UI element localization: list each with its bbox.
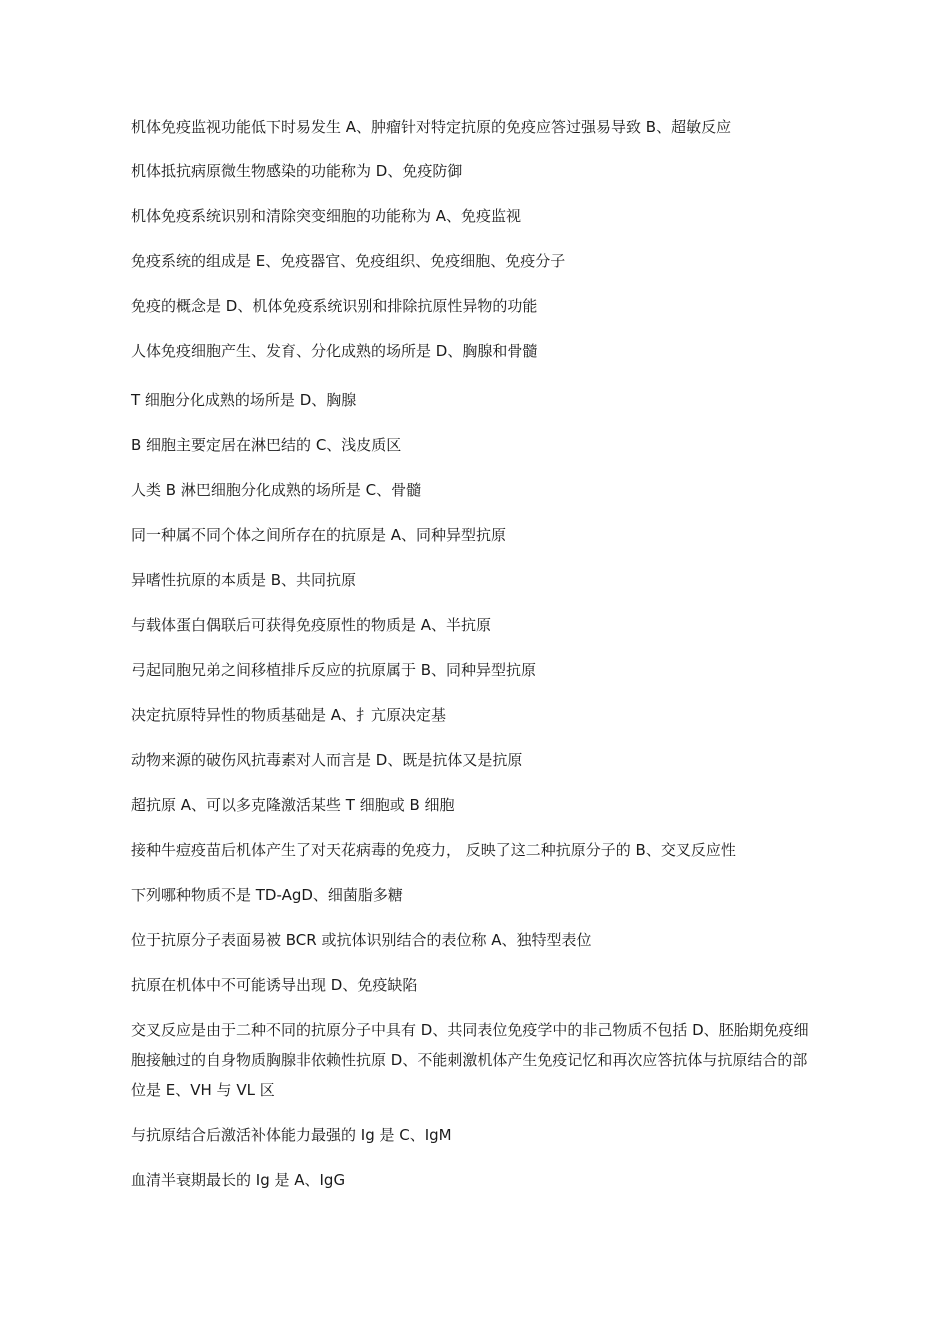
- text-paragraph: 交叉反应是由于二种不同的抗原分子中具有 D、共同表位免疫学中的非己物质不包括 D、胚胎期免疫细胞接触过的自身物质胸腺非依赖性抗原 D、不能刺激机体产生免疫记忆和再次应答抗体与抗原结合的部位是 E、VH 与 VL 区: [131, 1021, 809, 1099]
- text-line: 决定抗原特异性的物质基础是 A、扌亢原决定基: [131, 706, 447, 724]
- text-line: 动物来源的破伤风抗毒素对人而言是 D、既是抗体又是抗原: [131, 751, 523, 769]
- text-line: 与抗原结合后激活补体能力最强的 Ig 是 C、IgM: [131, 1126, 452, 1144]
- text-line: B 细胞主要定居在淋巴结的 C、浅皮质区: [131, 436, 402, 454]
- text-line: 人类 B 淋巴细胞分化成熟的场所是 C、骨髓: [131, 481, 422, 499]
- text-line: 抗原在机体中不可能诱导出现 D、免疫缺陷: [131, 976, 418, 994]
- text-line: 位于抗原分子表面易被 BCR 或抗体识别结合的表位称 A、独特型表位: [131, 931, 592, 949]
- text-line: 免疫系统的组成是 E、免疫器官、免疫组织、免疫细胞、免疫分子: [131, 252, 566, 270]
- text-line: 异嗜性抗原的本质是 B、共同抗原: [131, 571, 357, 589]
- text-line: 人体免疫细胞产生、发育、分化成熟的场所是 D、胸腺和骨髓: [131, 342, 538, 360]
- text-line: 超抗原 A、可以多克隆激活某些 T 细胞或 B 细胞: [131, 796, 455, 814]
- text-line: 同一种属不同个体之间所存在的抗原是 A、同种异型抗原: [131, 526, 507, 544]
- text-line: 机体免疫系统识别和清除突变细胞的功能称为 A、免疫监视: [131, 207, 522, 225]
- text-line: 接种牛痘疫苗后机体产生了对天花病毒的免疫力， 反映了这二种抗原分子的 B、交叉反应性: [131, 841, 736, 859]
- text-line: T 细胞分化成熟的场所是 D、胸腺: [131, 391, 357, 409]
- text-line: 弓起同胞兄弟之间移植排斥反应的抗原属于 B、同种异型抗原: [131, 661, 537, 679]
- text-line: 与载体蛋白偶联后可获得免疫原性的物质是 A、半抗原: [131, 616, 492, 634]
- text-line: 机体抵抗病原微生物感染的功能称为 D、免疫防御: [131, 162, 463, 180]
- text-line: 机体免疫监视功能低下时易发生 A、肿瘤针对特定抗原的免疫应答过强易导致 B、超敏反应: [131, 118, 732, 136]
- text-line: 下列哪种物质不是 TD-AgD、细菌脂多糖: [131, 886, 403, 904]
- text-line: 免疫的概念是 D、机体免疫系统识别和排除抗原性异物的功能: [131, 297, 538, 315]
- text-line: 血清半衰期最长的 Ig 是 A、IgG: [131, 1171, 346, 1189]
